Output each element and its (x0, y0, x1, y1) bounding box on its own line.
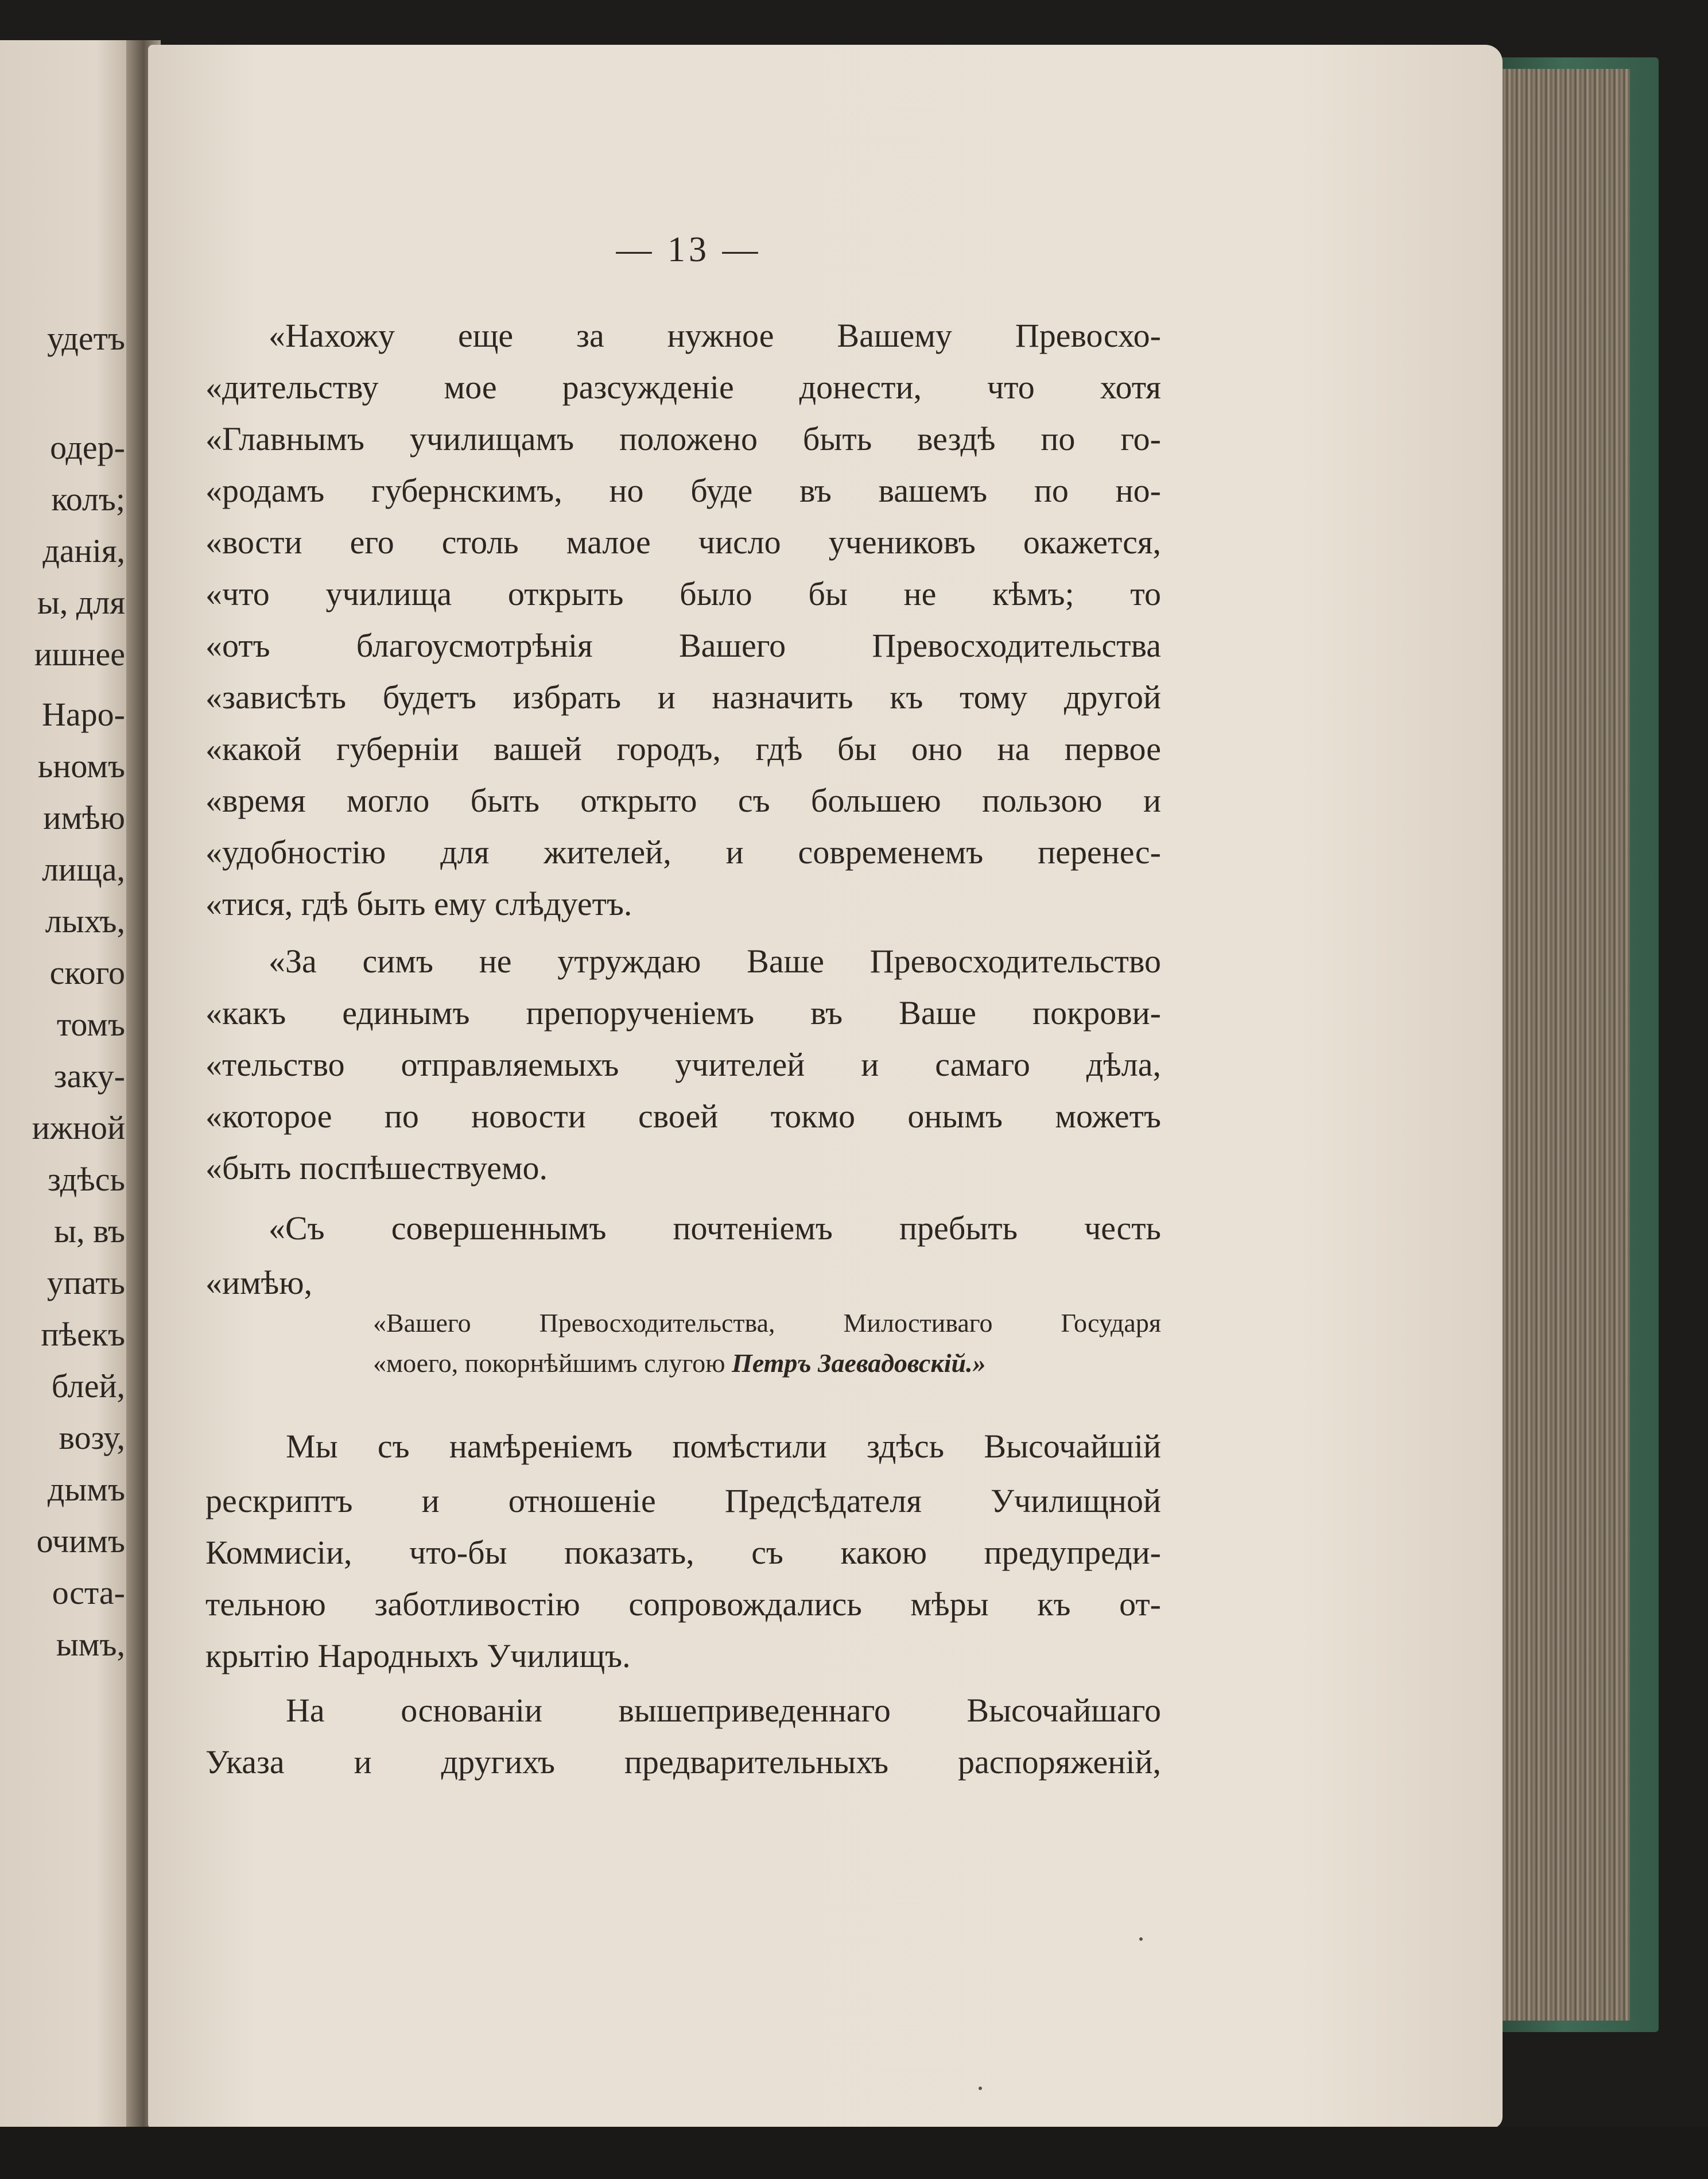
body-line: Мы съ намѣреніемъ помѣстили здѣсь Высочайшій (286, 1428, 1161, 1465)
signature-line (373, 1343, 1161, 1383)
left-page-fragment: упать (46, 1264, 125, 1301)
quote-line: «какъ единымъ препорученіемъ въ Ваше покрови- (205, 994, 1161, 1032)
left-page-fragment: имѣю (43, 799, 125, 836)
left-page-fragment: ьномъ (37, 747, 125, 785)
left-page-fragment: ымъ, (56, 1626, 125, 1663)
left-page-fragment: колъ; (51, 480, 125, 518)
quote-line: «зависѣть будетъ избрать и назначить къ тому другой (205, 678, 1161, 716)
quote-line: «тельство отправляемыхъ учителей и самаго дѣла, (205, 1046, 1161, 1083)
left-page-fragment: лыхъ, (45, 902, 125, 940)
quote-line: «какой губерніи вашей городъ, гдѣ бы оно на первое (205, 730, 1161, 767)
left-page-fragment: возу, (59, 1419, 125, 1456)
quote-line: «За симъ не утруждаю Ваше Превосходительство (269, 943, 1161, 980)
quote-line: «быть поспѣшествуемо. (205, 1149, 548, 1187)
quote-line: «отъ благоусмотрѣнія Вашего Превосходительства (205, 627, 1161, 664)
quote-line: «вости его столь малое число учениковъ окажется, (205, 524, 1161, 561)
signature-line: «Вашего Превосходительства, Милостиваго Государя (373, 1308, 1161, 1337)
paper-speck (1139, 1937, 1143, 1941)
quote-line: «Нахожу еще за нужное Вашему Превосхо- (269, 317, 1161, 354)
quote-line: «Главнымъ училищамъ положено быть вездѣ по го- (205, 420, 1161, 457)
left-page-fragment: одер- (50, 429, 125, 466)
left-page-fragment: очимъ (36, 1522, 125, 1560)
quote-line: «которое по новости своей токмо онымъ можетъ (205, 1098, 1161, 1135)
left-page-fragment: ского (49, 954, 125, 991)
body-line: Коммисіи, что-бы показать, съ какою предупреди- (205, 1534, 1161, 1571)
left-page-fragment: лища, (42, 851, 125, 888)
left-page-fragment: томъ (56, 1006, 125, 1043)
left-page-fragment: ы, для (37, 584, 125, 621)
left-page-fragment: Наро- (42, 696, 125, 733)
left-page-fragment: пѣекъ (41, 1316, 125, 1353)
left-page-fragment: здѣсь (47, 1161, 125, 1198)
body-line: Указа и другихъ предварительныхъ распоряженій, (205, 1743, 1161, 1781)
left-page-fragment: ы, въ (54, 1212, 125, 1250)
quote-line: «время могло быть открыто съ большею пользою и (205, 782, 1161, 819)
left-page-fragment: оста- (52, 1574, 125, 1611)
quote-line: «удобностію для жителей, и современемъ перенес- (205, 833, 1161, 871)
left-page-fragment: заку- (53, 1057, 125, 1095)
body-line: тельною заботливостію сопровождались мѣры къ от- (205, 1585, 1161, 1623)
page-number: — 13 — (616, 230, 762, 269)
quote-line: «Съ совершеннымъ почтеніемъ пребыть честь (269, 1209, 1161, 1247)
body-line: рескриптъ и отношеніе Предсѣдателя Училищной (205, 1482, 1161, 1519)
left-page-fragment: блей, (51, 1367, 125, 1405)
bottom-shadow (0, 2127, 1708, 2179)
body-line: На основаніи вышеприведеннаго Высочайшаго (286, 1692, 1161, 1729)
left-page-fragment: ижной (32, 1109, 125, 1146)
left-page-fragment: данія, (42, 532, 125, 569)
signature-name: Петръ Заевадовскій.» (732, 1348, 986, 1378)
page-edges (1492, 69, 1630, 2021)
left-page-fragment: удетъ (47, 320, 125, 357)
quote-line: «имѣю, (205, 1264, 313, 1301)
body-line: крытію Народныхъ Училищъ. (205, 1637, 631, 1674)
quote-line: «что училища открыть было бы не кѣмъ; то (205, 575, 1161, 612)
quote-line: «тися, гдѣ быть ему слѣдуетъ. (205, 885, 632, 922)
left-page-fragment: дымъ (47, 1471, 125, 1508)
left-page-fragment: ишнее (34, 635, 125, 673)
paper-speck (979, 2087, 982, 2090)
signature-text: «моего, покорнѣйшимъ слугою (373, 1348, 725, 1378)
quote-line: «родамъ губернскимъ, но буде въ вашемъ по но- (205, 472, 1161, 509)
quote-line: «дительству мое разсужденіе донести, что хотя (205, 369, 1161, 406)
